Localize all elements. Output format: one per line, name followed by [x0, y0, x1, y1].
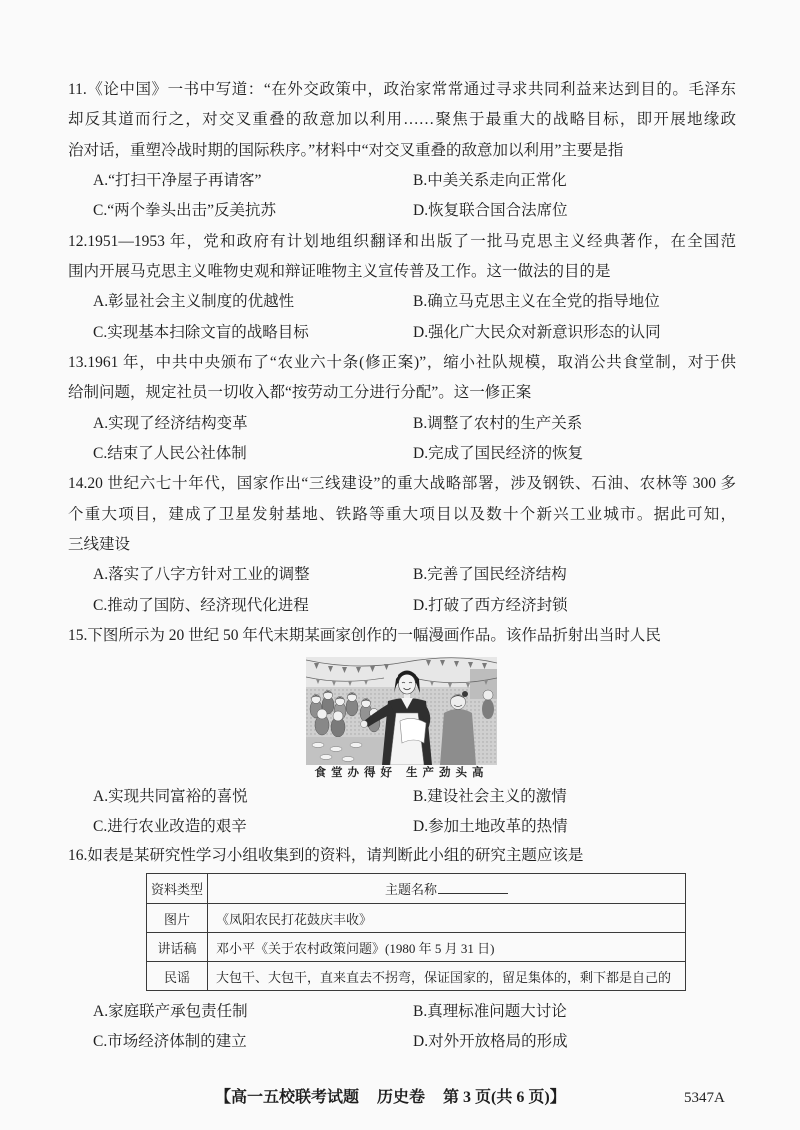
question-14 [68, 469, 736, 621]
question-14-option-c: C.推动了国防、经济现代化进程 [93, 596, 309, 614]
question-13-option-c: C.结束了人民公社体制 [93, 444, 247, 462]
question-12-options-row-2 [68, 318, 736, 348]
page-footer-title [215, 1087, 566, 1109]
question-14-option-d: D.打破了西方经济封锁 [413, 596, 568, 614]
questions-block-1 [68, 75, 736, 651]
question-11-options-row-2 [68, 196, 736, 226]
question-11-option-a: A.“打扫干净屋子再请客” [93, 171, 262, 189]
question-11-options-row-1 [68, 166, 736, 196]
question-16-option-d: D.对外开放格局的形成 [413, 1033, 568, 1050]
questions-block-2 [68, 782, 736, 871]
question-11-option-c: C.“两个拳头出击”反美抗苏 [93, 202, 276, 220]
question-12-options-row-1 [68, 287, 736, 317]
question-14-options-row-2 [68, 591, 736, 621]
question-11 [68, 75, 736, 227]
question-11-line-1: 11.《论中国》一书中写道：“在外交政策中，政治家常常通过寻求共同利益来达到目的。毛泽东 [68, 81, 736, 98]
cartoon-figure [306, 657, 497, 779]
question-11-line-2: 却反其道而行之，对交叉重叠的敌意加以利用……聚焦于最重大的战略目标，即开展地缘政 [68, 111, 736, 129]
question-12-option-c: C.实现基本扫除文盲的战略目标 [93, 323, 309, 341]
footer-exam-name: 【高一五校联考试题 [215, 1089, 360, 1106]
materials-table [146, 873, 686, 991]
question-14-line-3: 三线建设 [68, 535, 131, 553]
question-12-option-a: A.彰显社会主义制度的优越性 [93, 293, 295, 311]
question-15-options-row-1 [68, 782, 736, 812]
row-content: 邓小平《关于农村政策问题》(1980 年 5 月 31 日) [208, 933, 686, 962]
cartoon-caption: 食堂办得好 生产劲头高 [314, 765, 489, 779]
question-11-option-d: D.恢复联合国合法席位 [413, 202, 568, 220]
question-13-option-a: A.实现了经济结构变革 [93, 414, 248, 432]
question-16-option-b: B.真理标准问题大讨论 [413, 1003, 567, 1020]
row-type: 民谣 [147, 962, 208, 991]
question-12-line-2: 围内开展马克思主义唯物史观和辩证唯物主义宣传普及工作。这一做法的目的是 [68, 262, 611, 280]
question-16-option-a: A.家庭联产承包责任制 [93, 1003, 248, 1020]
table-row [147, 933, 686, 962]
table-row [147, 904, 686, 933]
question-16-options-row-2 [68, 1027, 736, 1057]
questions-block-3 [68, 997, 736, 1057]
footer-subject: 历史卷 [377, 1089, 426, 1106]
answer-blank [438, 881, 508, 894]
question-16-option-c: C.市场经济体制的建立 [93, 1033, 247, 1050]
table-row [147, 962, 686, 991]
question-14-option-a: A.落实了八字方针对工业的调整 [93, 566, 310, 584]
row-content: 大包干、大包干，直来直去不拐弯，保证国家的，留足集体的，剩下都是自己的 [208, 962, 686, 991]
question-15-option-b: B.建设社会主义的激情 [413, 788, 567, 805]
question-14-line-1: 14.20 世纪六七十年代，国家作出“三线建设”的重大战略部署，涉及钢铁、石油、农林等 300 多 [68, 475, 736, 493]
footer-paper-code: 5347A [684, 1090, 725, 1106]
row-type: 讲话稿 [147, 933, 208, 962]
footer-page-number: 第 3 页(共 6 页)】 [443, 1089, 566, 1106]
question-13-option-b: B.调整了农村的生产关系 [413, 414, 583, 432]
question-12-option-b: B.确立马克思主义在全党的指导地位 [413, 293, 660, 311]
question-15-option-d: D.参加土地改革的热情 [413, 817, 568, 835]
table-header-row [147, 874, 686, 904]
question-15-option-a: A.实现共同富裕的喜悦 [93, 788, 248, 805]
question-12 [68, 227, 736, 348]
cartoon-illustration [306, 657, 497, 765]
question-14-options-row-1 [68, 560, 736, 590]
question-15-option-c: C.进行农业改造的艰辛 [93, 817, 247, 835]
header-material-type: 资料类型 [147, 874, 208, 904]
question-13-options-row-2 [68, 439, 736, 469]
question-14-line-2: 个重大项目，建成了卫星发射基地、铁路等重大项目以及数十个新兴工业城市。据此可知， [68, 505, 736, 523]
question-16-line-1: 16.如表是某研究性学习小组收集到的资料，请判断此小组的研究主题应该是 [68, 847, 584, 865]
question-13-options-row-1 [68, 409, 736, 439]
question-15-options-row-2 [68, 812, 736, 842]
question-14-option-b: B.完善了国民经济结构 [413, 566, 567, 584]
question-11-option-b: B.中美关系走向正常化 [413, 171, 567, 189]
question-12-option-d: D.强化广大民众对新意识形态的认同 [413, 323, 661, 341]
question-15-stem [68, 621, 736, 651]
question-13-line-2: 给制问题，规定社员一切收入都“按劳动工分进行分配”。这一修正案 [68, 384, 532, 402]
row-content: 《凤阳农民打花鼓庆丰收》 [208, 904, 686, 933]
row-type: 图片 [147, 904, 208, 933]
question-13-line-1: 13.1961 年，中共中央颁布了“农业六十条(修正案)”，缩小社队规模，取消公共食堂制，对于供 [68, 353, 736, 371]
question-12-line-1: 12.1951—1953 年，党和政府有计划地组织翻译和出版了一批马克思主义经典著作，在全国范 [68, 232, 736, 250]
header-topic-label: 主题名称 [384, 882, 437, 897]
header-topic-cell [208, 874, 686, 904]
question-13 [68, 348, 736, 469]
question-11-line-3: 治对话，重塑冷战时期的国际秩序。”材料中“对交叉重叠的敌意加以利用”主要是指 [68, 141, 624, 159]
question-16-options-row-1 [68, 997, 736, 1027]
question-15-line-1: 15.下图所示为 20 世纪 50 年代末期某画家创作的一幅漫画作品。该作品折射出当时人民 [68, 626, 661, 644]
question-13-option-d: D.完成了国民经济的恢复 [413, 444, 584, 462]
